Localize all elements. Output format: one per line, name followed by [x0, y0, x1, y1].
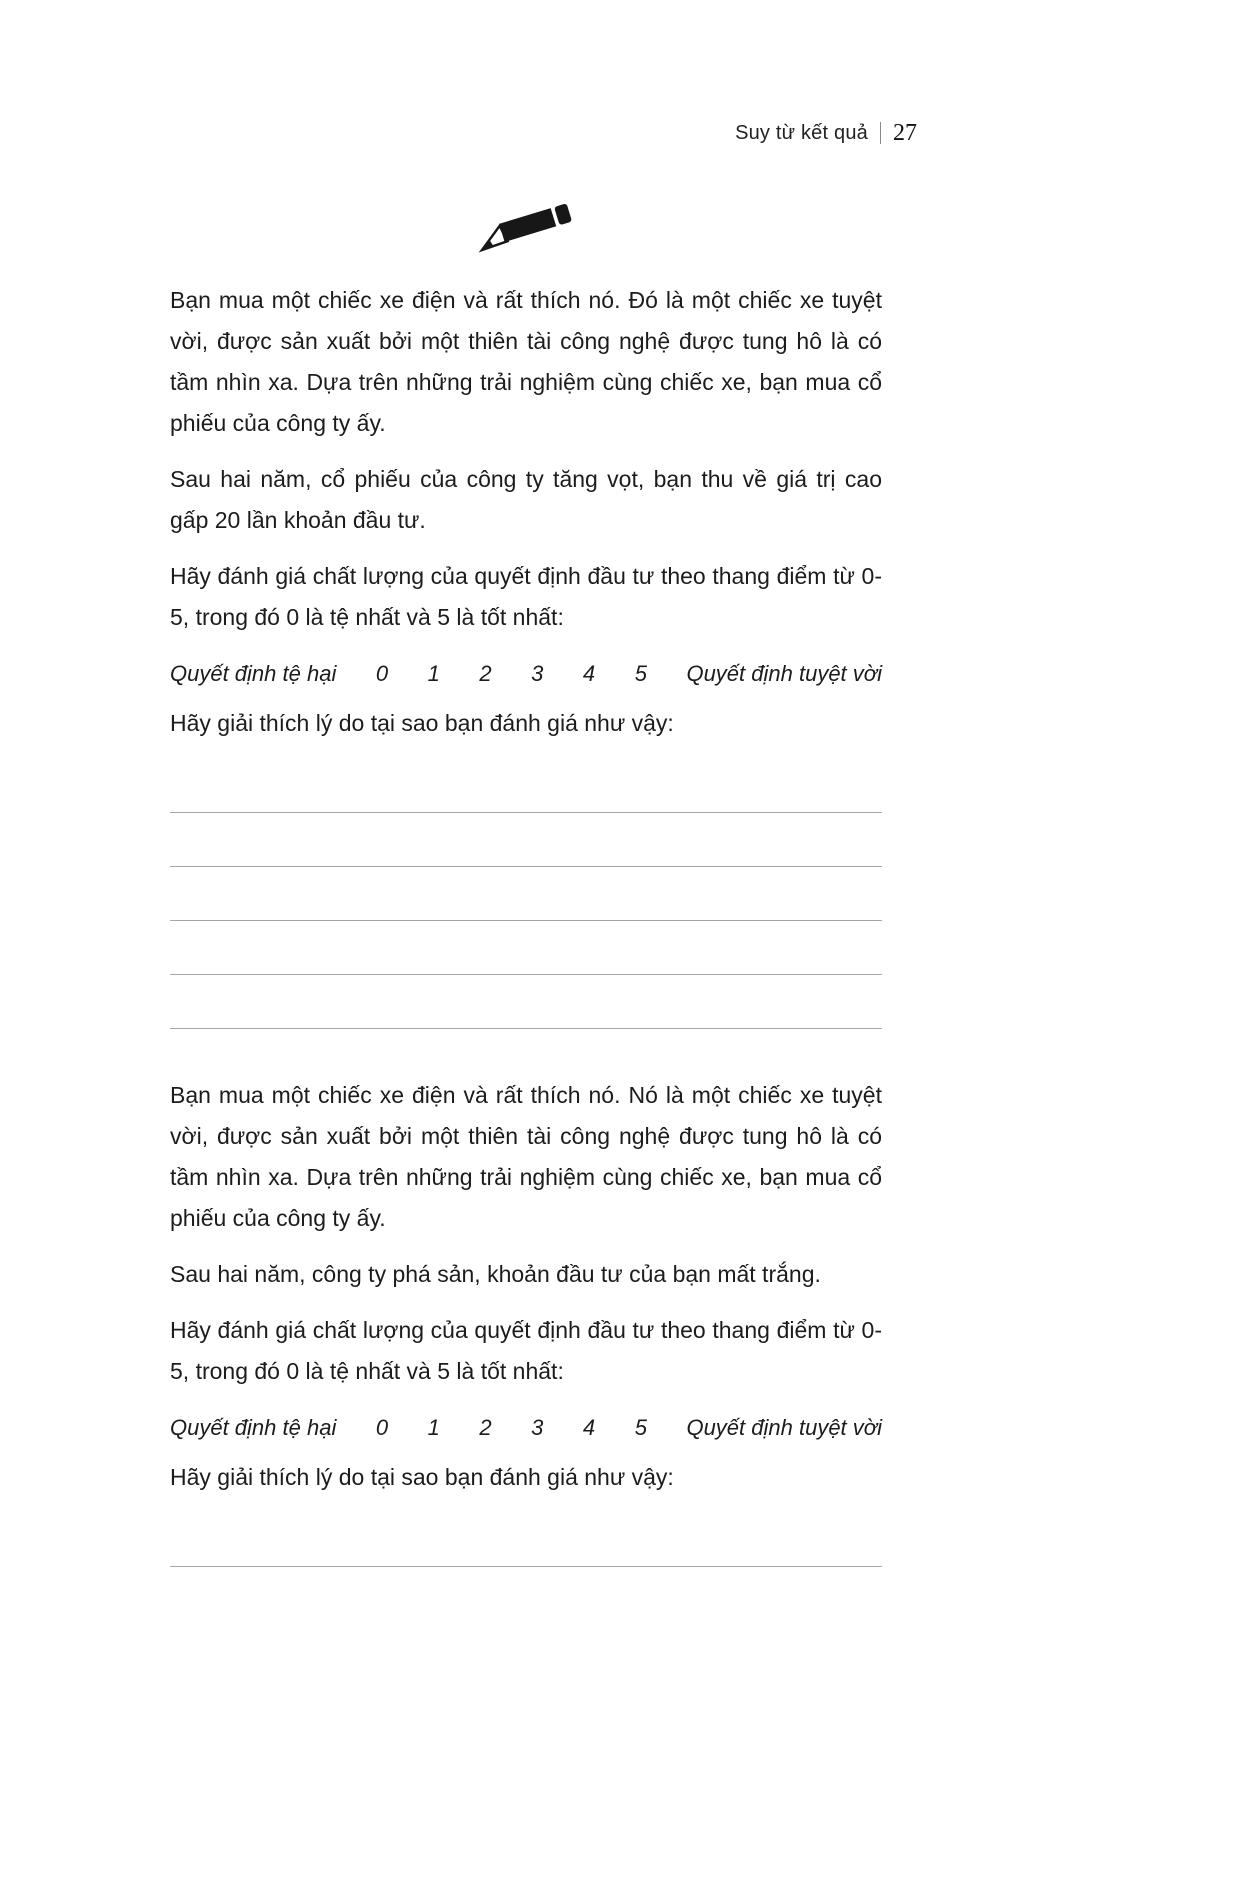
scale-left-label: Quyết định tệ hại [170, 661, 337, 686]
explain-prompt: Hãy giải thích lý do tại sao bạn đánh giá như vậy: [170, 1464, 674, 1490]
scale-right-label: Quyết định tuyệt vời [686, 1415, 882, 1440]
rating-scale [170, 1407, 882, 1448]
scale-value-1: 1 [427, 1415, 440, 1440]
scale-value-4: 4 [582, 661, 596, 686]
answer-line [170, 759, 882, 813]
scenario-paragraph: Bạn mua một chiếc xe điện và rất thích nó. Nó là một chiếc xe tuyệt vời, được sản xuất bởi một thiên tài công nghệ được tung hô là có tầm nhìn xa. Dựa trên những trải nghiệm cùng chiếc xe, bạn mua cổ phiếu của công ty ấy. [170, 1082, 882, 1231]
answer-line [170, 867, 882, 921]
scale-value-5: 5 [634, 1415, 647, 1440]
answer-line [170, 921, 882, 975]
rating-scale [170, 653, 882, 694]
outcome-paragraph: Sau hai năm, công ty phá sản, khoản đầu tư của bạn mất trắng. [170, 1261, 821, 1287]
running-title: Suy từ kết quả [735, 121, 868, 144]
scale-value-2: 2 [479, 1415, 492, 1440]
scale-value-4: 4 [582, 1415, 596, 1440]
explain-prompt: Hãy giải thích lý do tại sao bạn đánh giá như vậy: [170, 710, 674, 736]
pencil-icon [466, 243, 586, 260]
exercise-section-2 [170, 1075, 882, 1567]
scale-right-label: Quyết định tuyệt vời [686, 661, 882, 686]
page-content [170, 280, 882, 1567]
answer-lines [170, 1513, 882, 1567]
scale-value-2: 2 [479, 661, 492, 686]
pencil-ornament [170, 190, 882, 258]
scale-value-0: 0 [375, 661, 389, 686]
scale-value-3: 3 [531, 1415, 544, 1440]
scale-value-1: 1 [427, 661, 440, 686]
scale-value-0: 0 [375, 1415, 389, 1440]
scale-value-3: 3 [531, 661, 544, 686]
answer-line [170, 1513, 882, 1567]
header-divider [880, 122, 881, 144]
scenario-paragraph: Bạn mua một chiếc xe điện và rất thích nó. Đó là một chiếc xe tuyệt vời, được sản xuất bởi một thiên tài công nghệ được tung hô là có tầm nhìn xa. Dựa trên những trải nghiệm cùng chiếc xe, bạn mua cổ phiếu của công ty ấy. [170, 287, 882, 436]
answer-line [170, 975, 882, 1029]
answer-lines [170, 759, 882, 1029]
scale-left-label: Quyết định tệ hại [170, 1415, 337, 1440]
answer-line [170, 813, 882, 867]
instruction-paragraph: Hãy đánh giá chất lượng của quyết định đầu tư theo thang điểm từ 0-5, trong đó 0 là tệ nhất và 5 là tốt nhất: [170, 1317, 882, 1384]
outcome-paragraph: Sau hai năm, cổ phiếu của công ty tăng vọt, bạn thu về giá trị cao gấp 20 lần khoản đầu tư. [170, 466, 882, 533]
exercise-section-1 [170, 280, 882, 1029]
page-number: 27 [893, 119, 917, 146]
instruction-paragraph: Hãy đánh giá chất lượng của quyết định đầu tư theo thang điểm từ 0-5, trong đó 0 là tệ nhất và 5 là tốt nhất: [170, 563, 882, 630]
page-header [170, 118, 917, 148]
scale-value-5: 5 [634, 661, 647, 686]
